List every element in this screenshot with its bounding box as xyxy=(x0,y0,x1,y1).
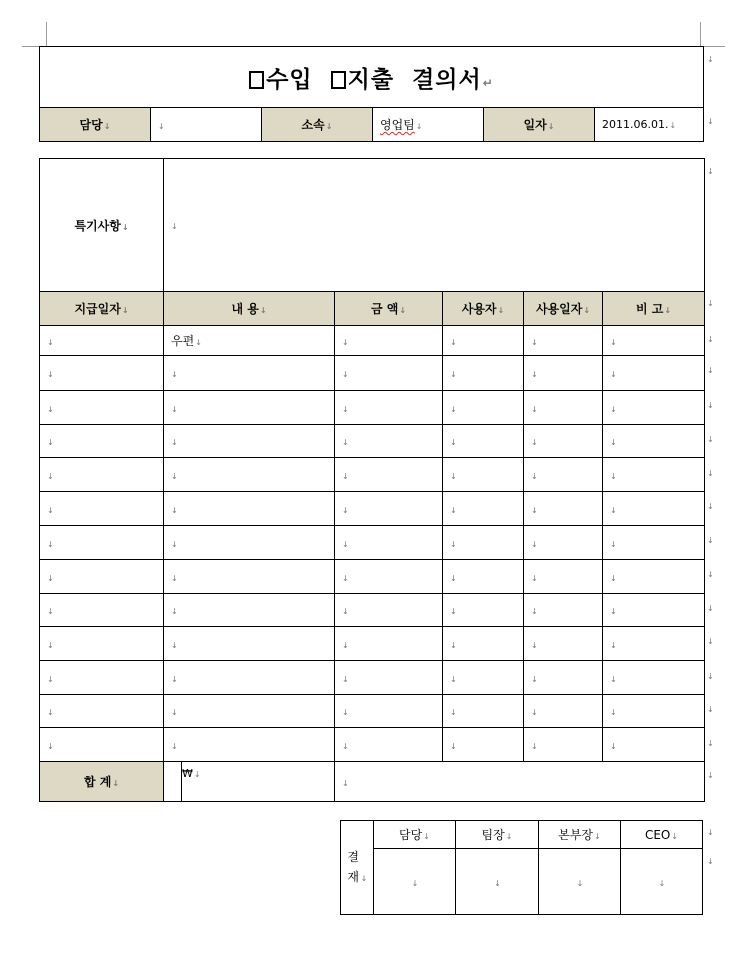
approval-sign-manager[interactable]: ↓ xyxy=(374,849,456,915)
manager-value-cell[interactable]: ↓ xyxy=(151,108,262,142)
cell-use-date[interactable]: ↓ xyxy=(524,326,603,356)
header-amount: 금 액↓ xyxy=(335,292,443,326)
total-amount-cell[interactable]: ₩↓ xyxy=(182,762,335,802)
cell-payment-date[interactable]: ↓ xyxy=(40,326,164,356)
cell-note[interactable]: ↓ xyxy=(603,458,705,492)
row-end-mark: ↓ xyxy=(707,401,714,410)
cell-content[interactable]: ↓ xyxy=(164,458,335,492)
cell-user[interactable]: ↓ xyxy=(443,627,524,661)
remarks-label-cell: 특기사항↓ xyxy=(40,159,164,292)
cell-amount[interactable]: ↓ xyxy=(335,391,443,425)
cell-content[interactable]: ↓ xyxy=(164,728,335,762)
paragraph-mark: ↵ xyxy=(482,75,494,90)
row-end-mark: ↓ xyxy=(707,335,714,344)
row-end-mark: ↓ xyxy=(707,366,714,375)
cell-content[interactable]: ↓ xyxy=(164,594,335,627)
cell-payment-date[interactable]: ↓ xyxy=(40,425,164,458)
cell-note[interactable]: ↓ xyxy=(603,492,705,526)
cell-amount[interactable]: ↓ xyxy=(335,492,443,526)
cell-note[interactable]: ↓ xyxy=(603,728,705,762)
cell-note[interactable]: ↓ xyxy=(603,594,705,627)
date-value-cell[interactable]: 2011.06.01.↓ xyxy=(595,108,704,142)
row-end-mark: ↓ xyxy=(707,637,714,646)
table-row xyxy=(40,627,705,661)
expense-checkbox[interactable] xyxy=(331,71,346,89)
cell-content[interactable]: ↓ xyxy=(164,492,335,526)
cell-amount[interactable]: ↓ xyxy=(335,526,443,560)
row-end-mark: ↓ xyxy=(707,570,714,579)
total-label-cell: 합 계↓ xyxy=(40,762,164,802)
table-row xyxy=(40,356,705,391)
table-row xyxy=(40,458,705,492)
cell-amount[interactable]: ↓ xyxy=(335,326,443,356)
table-row xyxy=(40,526,705,560)
approval-sign-division-head[interactable]: ↓ xyxy=(539,849,621,915)
cell-use-date[interactable]: ↓ xyxy=(524,356,603,391)
cell-payment-date[interactable]: ↓ xyxy=(40,695,164,728)
cell-content[interactable]: ↓ xyxy=(164,425,335,458)
department-label-cell: 소속↓ xyxy=(262,108,373,142)
cell-use-date[interactable]: ↓ xyxy=(524,627,603,661)
cell-amount[interactable]: ↓ xyxy=(335,458,443,492)
row-end-mark: ↓ xyxy=(707,55,714,64)
cell-user[interactable]: ↓ xyxy=(443,728,524,762)
cell-payment-date[interactable]: ↓ xyxy=(40,391,164,425)
cell-user[interactable]: ↓ xyxy=(443,425,524,458)
table-row xyxy=(40,492,705,526)
row-end-mark: ↓ xyxy=(707,828,714,837)
income-label: 수입 xyxy=(266,66,313,93)
cell-amount[interactable]: ↓ xyxy=(335,661,443,695)
header-note: 비 고↓ xyxy=(603,292,705,326)
cell-user[interactable]: ↓ xyxy=(443,560,524,594)
cell-payment-date[interactable]: ↓ xyxy=(40,458,164,492)
table-row xyxy=(40,728,705,762)
cell-amount[interactable]: ↓ xyxy=(335,425,443,458)
cell-content[interactable]: ↓ xyxy=(164,526,335,560)
cell-user[interactable]: ↓ xyxy=(443,356,524,391)
approval-sign-team-lead[interactable]: ↓ xyxy=(456,849,539,915)
cell-user[interactable]: ↓ xyxy=(443,661,524,695)
row-end-mark: ↓ xyxy=(707,502,714,511)
cell-note[interactable]: ↓ xyxy=(603,425,705,458)
expense-table xyxy=(39,158,705,802)
approval-table xyxy=(340,820,703,915)
income-checkbox[interactable] xyxy=(249,71,264,89)
cell-use-date[interactable]: ↓ xyxy=(524,458,603,492)
expense-label: 지출 xyxy=(347,66,395,93)
department-value-cell[interactable]: 영업팀↓ xyxy=(373,108,484,142)
table-row xyxy=(40,425,705,458)
crop-mark-top-right-h xyxy=(701,46,725,47)
cell-content[interactable]: ↓ xyxy=(164,695,335,728)
approval-role-manager: 담당↓ xyxy=(374,821,456,849)
cell-note[interactable]: ↓ xyxy=(603,627,705,661)
cell-amount[interactable]: ↓ xyxy=(335,560,443,594)
cell-note[interactable]: ↓ xyxy=(603,391,705,425)
cell-user[interactable]: ↓ xyxy=(443,458,524,492)
row-end-mark: ↓ xyxy=(707,672,714,681)
date-value: 2011.06.01. xyxy=(602,118,669,131)
approval-sign-ceo[interactable]: ↓ xyxy=(621,849,703,915)
row-end-mark: ↓ xyxy=(707,705,714,714)
manager-label-cell: 담당↓ xyxy=(40,108,151,142)
cell-content[interactable]: ↓ xyxy=(164,356,335,391)
crop-mark-top-right-v xyxy=(700,22,701,46)
row-end-mark: ↓ xyxy=(707,604,714,613)
approval-role-team-lead: 팀장↓ xyxy=(456,821,539,849)
header-use-date: 사용일자↓ xyxy=(524,292,603,326)
cell-payment-date[interactable]: ↓ xyxy=(40,661,164,695)
cell-payment-date[interactable]: ↓ xyxy=(40,526,164,560)
cell-use-date[interactable]: ↓ xyxy=(524,661,603,695)
currency-symbol: ₩ xyxy=(182,767,193,780)
row-end-mark: ↓ xyxy=(707,469,714,478)
cell-payment-date[interactable]: ↓ xyxy=(40,356,164,391)
cell-note[interactable]: ↓ xyxy=(603,560,705,594)
cell-use-date[interactable]: ↓ xyxy=(524,425,603,458)
cell-use-date[interactable]: ↓ xyxy=(524,492,603,526)
document-label: 결의서 xyxy=(412,66,482,93)
cell-use-date[interactable]: ↓ xyxy=(524,728,603,762)
cell-use-date[interactable]: ↓ xyxy=(524,594,603,627)
cell-content[interactable]: ↓ xyxy=(164,560,335,594)
cell-note[interactable]: ↓ xyxy=(603,326,705,356)
cell-user[interactable]: ↓ xyxy=(443,526,524,560)
row-end-mark: ↓ xyxy=(707,167,714,176)
cell-amount[interactable]: ↓ xyxy=(335,594,443,627)
cell-use-date[interactable]: ↓ xyxy=(524,560,603,594)
remarks-value-cell[interactable]: ↓ xyxy=(164,159,705,292)
row-end-mark: ↓ xyxy=(707,771,714,780)
row-end-mark: ↓ xyxy=(707,739,714,748)
table-row xyxy=(40,695,705,728)
header-user: 사용자↓ xyxy=(443,292,524,326)
cell-note[interactable]: ↓ xyxy=(603,526,705,560)
header-payment-date: 지급일자↓ xyxy=(40,292,164,326)
header-table xyxy=(39,46,704,142)
cell-content[interactable]: ↓ xyxy=(164,661,335,695)
cell-amount[interactable]: ↓ xyxy=(335,627,443,661)
cell-content[interactable]: ↓ xyxy=(164,627,335,661)
cell-use-date[interactable]: ↓ xyxy=(524,695,603,728)
total-note-cell[interactable]: ↓ xyxy=(335,762,705,802)
cell-user[interactable]: ↓ xyxy=(443,492,524,526)
document-title xyxy=(40,47,704,108)
table-row xyxy=(40,594,705,627)
date-label-cell: 일자↓ xyxy=(484,108,595,142)
cell-user[interactable]: ↓ xyxy=(443,695,524,728)
cell-payment-date[interactable]: ↓ xyxy=(40,492,164,526)
cell-payment-date[interactable]: ↓ xyxy=(40,560,164,594)
table-header-row xyxy=(40,292,705,326)
cell-user[interactable]: ↓ xyxy=(443,391,524,425)
cell-note[interactable]: ↓ xyxy=(603,695,705,728)
table-row xyxy=(40,661,705,695)
row-end-mark: ↓ xyxy=(707,299,714,308)
row-end-mark: ↓ xyxy=(707,117,714,126)
header-content: 내 용↓ xyxy=(164,292,335,326)
cell-content[interactable]: 우편↓ xyxy=(164,326,335,356)
table-row xyxy=(40,326,705,356)
approval-role-division-head: 본부장↓ xyxy=(539,821,621,849)
cell-user[interactable]: ↓ xyxy=(443,326,524,356)
cell-amount[interactable]: ↓ xyxy=(335,728,443,762)
row-end-mark: ↓ xyxy=(707,857,714,866)
cell-content[interactable]: ↓ xyxy=(164,391,335,425)
cell-amount[interactable]: ↓ xyxy=(335,356,443,391)
cell-note[interactable]: ↓ xyxy=(603,356,705,391)
cell-payment-date[interactable]: ↓ xyxy=(40,728,164,762)
row-end-mark: ↓ xyxy=(707,536,714,545)
approval-label: 결재 ↓ xyxy=(341,821,374,915)
table-body xyxy=(40,326,705,762)
cell-note[interactable]: ↓ xyxy=(603,661,705,695)
cell-payment-date[interactable]: ↓ xyxy=(40,627,164,661)
department-value: 영업팀 xyxy=(380,118,415,132)
row-end-mark: ↓ xyxy=(707,435,714,444)
cell-use-date[interactable]: ↓ xyxy=(524,391,603,425)
cell-user[interactable]: ↓ xyxy=(443,594,524,627)
total-row xyxy=(40,762,705,802)
table-row xyxy=(40,391,705,425)
cell-payment-date[interactable]: ↓ xyxy=(40,594,164,627)
cell-amount[interactable]: ↓ xyxy=(335,695,443,728)
approval-role-ceo: CEO↓ xyxy=(621,821,703,849)
cell-use-date[interactable]: ↓ xyxy=(524,526,603,560)
table-row xyxy=(40,560,705,594)
crop-mark-top-left-v xyxy=(46,22,47,46)
total-spacer-cell xyxy=(164,762,182,802)
